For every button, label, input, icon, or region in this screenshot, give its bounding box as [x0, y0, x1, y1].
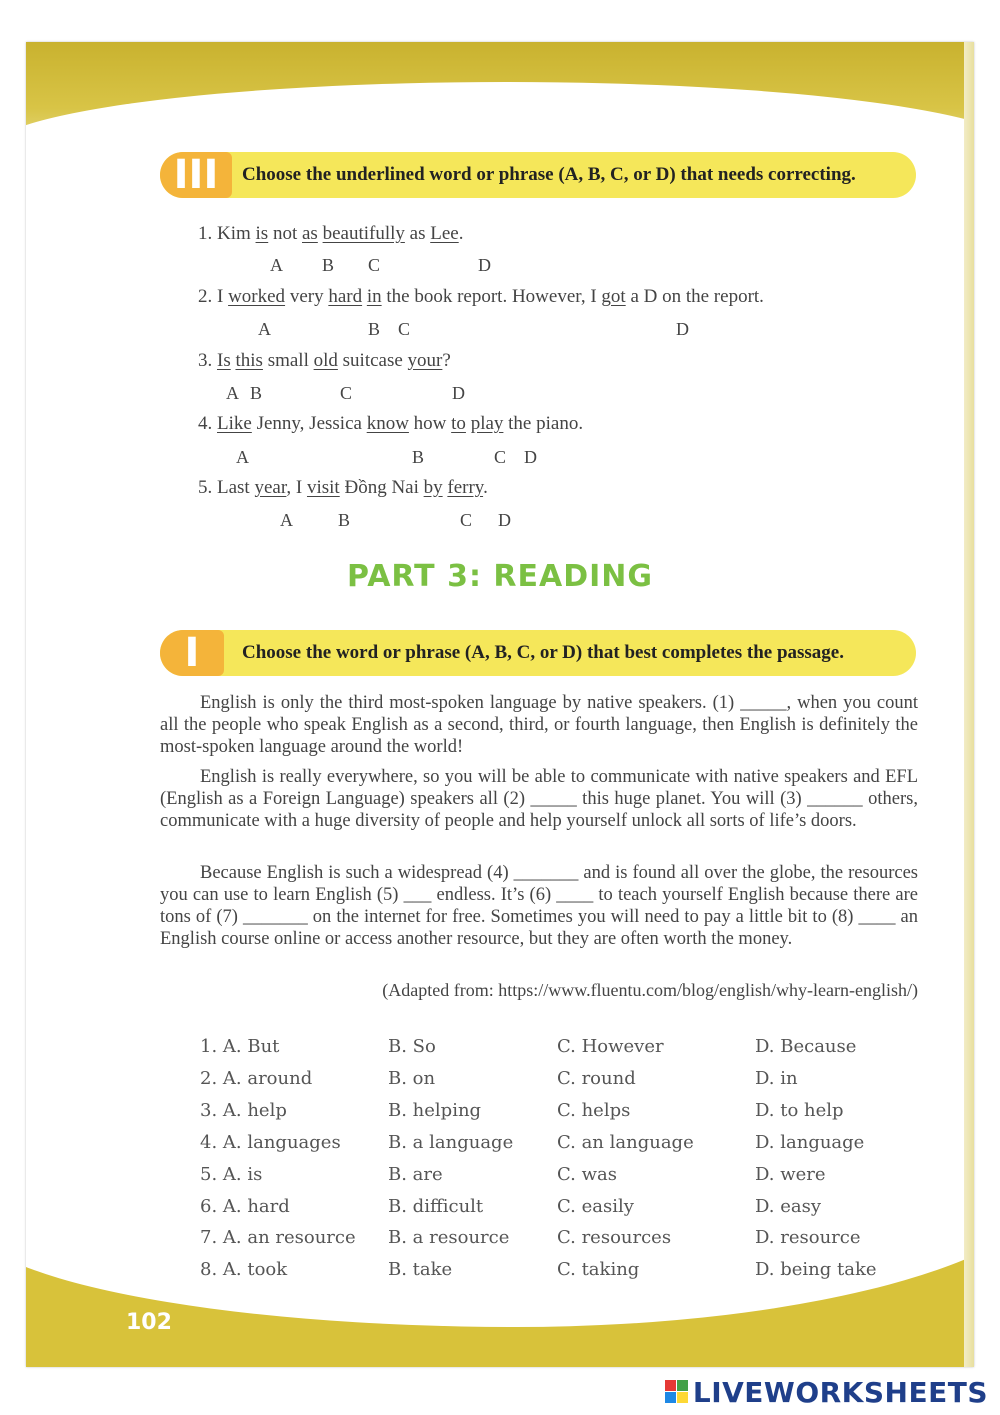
- sentence-text: 5. Last: [198, 477, 255, 498]
- letter-b: B: [322, 255, 335, 275]
- option-row: [200, 1164, 920, 1196]
- sentence-text: .: [458, 223, 464, 244]
- liveworksheets-icon: [665, 1380, 689, 1404]
- letter-c: C: [398, 319, 411, 339]
- option-b[interactable]: B. on: [388, 1068, 436, 1089]
- liveworksheets-logo: [665, 1374, 988, 1410]
- option-a[interactable]: 6. A. hard: [200, 1196, 290, 1217]
- underlined-segment: by: [423, 477, 443, 498]
- sentence-text: not: [268, 223, 302, 244]
- option-a[interactable]: 7. A. an resource: [200, 1227, 356, 1248]
- page-edge: [964, 42, 974, 1367]
- option-d[interactable]: D. easy: [755, 1196, 822, 1217]
- option-row: [200, 1068, 920, 1100]
- option-row: [200, 1132, 920, 1164]
- option-row: [200, 1036, 920, 1068]
- option-row: [200, 1227, 920, 1259]
- option-b[interactable]: B. helping: [388, 1100, 482, 1121]
- letter-b: B: [412, 447, 425, 467]
- option-a[interactable]: 8. A. took: [200, 1259, 288, 1280]
- underlined-segment: is: [255, 223, 269, 244]
- section-numeral: III: [160, 152, 232, 198]
- section-numeral: I: [160, 630, 224, 676]
- underlined-segment: to: [451, 413, 466, 434]
- option-b[interactable]: B. take: [388, 1259, 453, 1280]
- letter-b: B: [368, 319, 381, 339]
- section-3-header: [160, 152, 916, 198]
- sentence-text: 4.: [198, 413, 217, 434]
- sentence-5: [198, 477, 488, 499]
- option-d[interactable]: D. being take: [755, 1259, 877, 1280]
- option-row: [200, 1259, 920, 1291]
- sentence-text: the piano.: [503, 413, 584, 434]
- underlined-segment: visit: [306, 477, 340, 498]
- underlined-segment: your: [407, 350, 443, 371]
- option-a[interactable]: 4. A. languages: [200, 1132, 341, 1153]
- underlined-segment: got: [601, 286, 626, 307]
- sentence-text: suitcase: [337, 350, 408, 371]
- option-c[interactable]: C. However: [557, 1036, 664, 1057]
- option-b[interactable]: B. difficult: [388, 1196, 484, 1217]
- option-b[interactable]: B. a language: [388, 1132, 514, 1153]
- sentence-text: .: [483, 477, 488, 498]
- letter-d: D: [676, 319, 689, 339]
- passage-paragraph-2: English is really everywhere, so you will be able to communicate with native speakers and EFL (English as a Foreign Language) speakers all (2) _____ this huge planet. You will (3) ______ others, communicate with a huge diversity of people and help yourself unlock all sorts of life’s doors.: [160, 767, 918, 831]
- sentence-text: 1. Kim: [198, 223, 256, 244]
- passage-paragraph-1: English is only the third most-spoken language by native speakers. (1) _____, when you count all the people who speak English as a second, third, or fourth language, then English is definitely the most-spoken language around the world!: [160, 693, 918, 757]
- page-number: 102: [126, 1310, 172, 1335]
- underlined-segment: play: [470, 413, 504, 434]
- option-d[interactable]: D. were: [755, 1164, 826, 1185]
- sentence-text: Đồng Nai: [339, 477, 424, 498]
- letter-a: A: [258, 319, 271, 339]
- sentence-text: 3.: [198, 350, 217, 371]
- sentence-2: [198, 286, 764, 308]
- letter-a: A: [280, 510, 293, 530]
- letter-a: A: [270, 255, 283, 275]
- option-c[interactable]: C. resources: [557, 1227, 672, 1248]
- option-a[interactable]: 5. A. is: [200, 1164, 263, 1185]
- option-d[interactable]: D. to help: [755, 1100, 844, 1121]
- underlined-segment: hard: [328, 286, 363, 307]
- option-b[interactable]: B. a resource: [388, 1227, 510, 1248]
- underlined-segment: Lee: [430, 223, 459, 244]
- underlined-segment: Like: [217, 413, 252, 434]
- brand-name: LIVEWORKSHEETS: [692, 1375, 988, 1409]
- letter-b: B: [250, 383, 263, 403]
- option-a[interactable]: 2. A. around: [200, 1068, 313, 1089]
- letter-d: D: [452, 383, 465, 403]
- underlined-segment: know: [366, 413, 409, 434]
- underlined-segment: worked: [228, 286, 286, 307]
- sentence-text: how: [408, 413, 452, 434]
- letter-c: C: [460, 510, 473, 530]
- underlined-segment: in: [366, 286, 382, 307]
- section-instruction: Choose the word or phrase (A, B, C, or D) that best completes the passage.: [242, 642, 844, 663]
- passage-paragraph-3: Because English is such a widespread (4) _______ and is found all over the globe, the resources you can use to learn English (5) ___ endless. It’s (6) ____ to teach yourself English because there are tons of (7) _______ on the internet for free. Sometimes you will need to pay a little bit to (8) ____ an English course online or access another resource, but they are often worth the money.: [160, 863, 918, 949]
- sentence-text: , I: [286, 477, 307, 498]
- letter-a: A: [226, 383, 239, 403]
- worksheet-page: [26, 42, 974, 1367]
- sentence-text: a D on the report.: [625, 286, 764, 307]
- option-b[interactable]: B. are: [388, 1164, 443, 1185]
- option-d[interactable]: D. Because: [755, 1036, 857, 1057]
- sentence-1: [198, 223, 463, 245]
- option-d[interactable]: D. resource: [755, 1227, 861, 1248]
- sentence-text: as: [404, 223, 431, 244]
- option-c[interactable]: C. taking: [557, 1259, 640, 1280]
- letter-b: B: [338, 510, 351, 530]
- sentence-text: 2. I: [198, 286, 229, 307]
- underlined-segment: old: [313, 350, 338, 371]
- letter-c: C: [340, 383, 353, 403]
- option-d[interactable]: D. in: [755, 1068, 798, 1089]
- option-c[interactable]: C. easily: [557, 1196, 634, 1217]
- letter-d: D: [524, 447, 537, 467]
- sentence-text: small: [262, 350, 314, 371]
- option-b[interactable]: B. So: [388, 1036, 436, 1057]
- part-title: PART 3: READING: [346, 559, 654, 594]
- underlined-segment: Is: [217, 350, 231, 371]
- letter-d: D: [478, 255, 491, 275]
- section-instruction: Choose the underlined word or phrase (A, B, C, or D) that needs correcting.: [242, 164, 856, 185]
- option-d[interactable]: D. language: [755, 1132, 865, 1153]
- letter-c: C: [368, 255, 381, 275]
- sentence-text: Jenny, Jessica: [251, 413, 367, 434]
- letter-c: C: [494, 447, 507, 467]
- underlined-segment: beautifully: [322, 223, 405, 244]
- sentence-3: [198, 350, 451, 372]
- underlined-segment: year: [254, 477, 287, 498]
- sentence-text: ?: [442, 350, 451, 371]
- option-c[interactable]: C. an language: [557, 1132, 694, 1153]
- sentence-text: very: [285, 286, 329, 307]
- underlined-segment: as: [302, 223, 318, 244]
- letter-d: D: [498, 510, 511, 530]
- option-row: [200, 1196, 920, 1228]
- letter-a: A: [236, 447, 249, 467]
- option-c[interactable]: C. was: [557, 1164, 617, 1185]
- sentence-text: the book report. However, I: [381, 286, 602, 307]
- underlined-segment: ferry: [447, 477, 484, 498]
- option-a[interactable]: 1. A. But: [200, 1036, 280, 1057]
- passage-source: (Adapted from: https://www.fluentu.com/blog/english/why-learn-english/): [382, 980, 918, 1000]
- section-1-header: [160, 630, 916, 676]
- option-c[interactable]: C. helps: [557, 1100, 631, 1121]
- option-row: [200, 1100, 920, 1132]
- underlined-segment: this: [235, 350, 263, 371]
- sentence-4: [198, 413, 583, 435]
- option-a[interactable]: 3. A. help: [200, 1100, 287, 1121]
- option-c[interactable]: C. round: [557, 1068, 636, 1089]
